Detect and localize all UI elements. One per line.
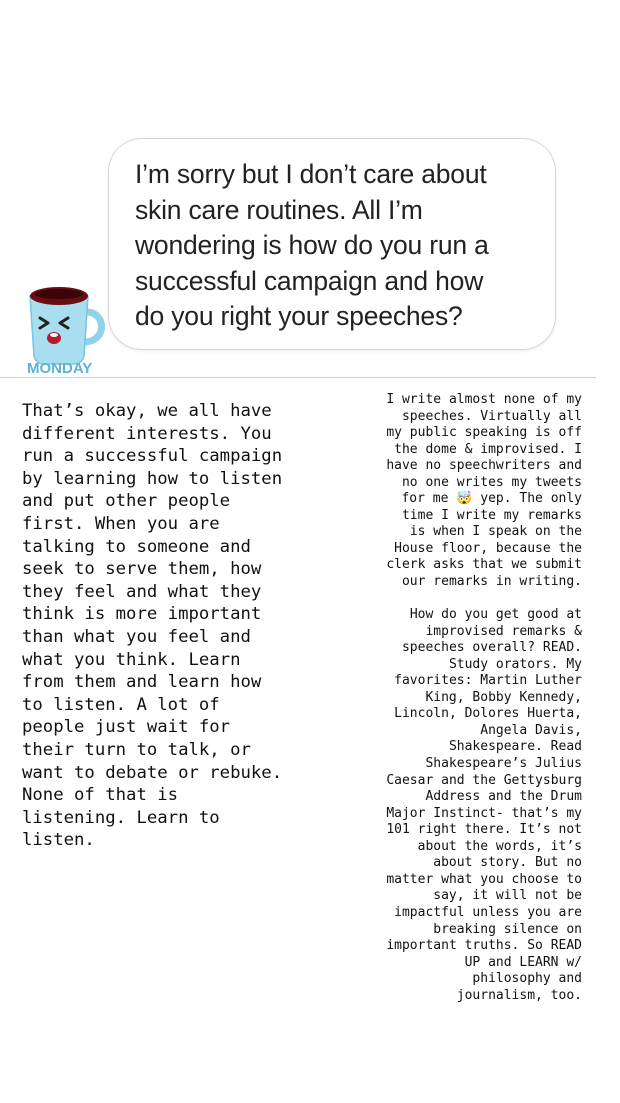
question-bubble [108,138,556,350]
answer-left-text: That’s okay, we all have different interests. You run a successful campaign by learning how to listen and put other people first. When you are talking to someone and seek to serve them, how they feel and what they think is more important than what you feel and what you think. Learn from them and learn how to listen. A lot of people just wait for their turn to talk, or want to debate or rebuke. None of that is listening. Learn to listen. [22,401,283,851]
divider [0,377,596,378]
coffee-mug-icon [24,276,110,376]
question-text: I’m sorry but I don’t care about skin care routines. All I’m wondering is how do you run a successful campaign and how do you right your speeches? [135,159,489,331]
sticker-label: MONDAY [27,360,93,376]
answer-right-text: I write almost none of my speeches. Virtually all my public speaking is off the dome & improvised. I have no speechwriters and no one writes my tweets for me 🤯 yep. The only time I write my remarks is when I speak on the House floor, because the clerk asks that we submit our remarks in writing. How do you get good at improvised remarks & speeches overall? READ. Study orators. My favorites: Martin Luther King, Bobby Kennedy, Lincoln, Dolores Huerta, Angela Davis, Shakespeare. Read Shakespeare’s Julius Caesar and the Gettysburg Address and the Drum Major Instinct- that’s my 101 right there. It’s not about the words, it’s about story. But no matter what you choose to say, it will not be impactful unless you are breaking silence on important truths. So READ UP and LEARN w/ philosophy and journalism, too. [386,392,582,1003]
